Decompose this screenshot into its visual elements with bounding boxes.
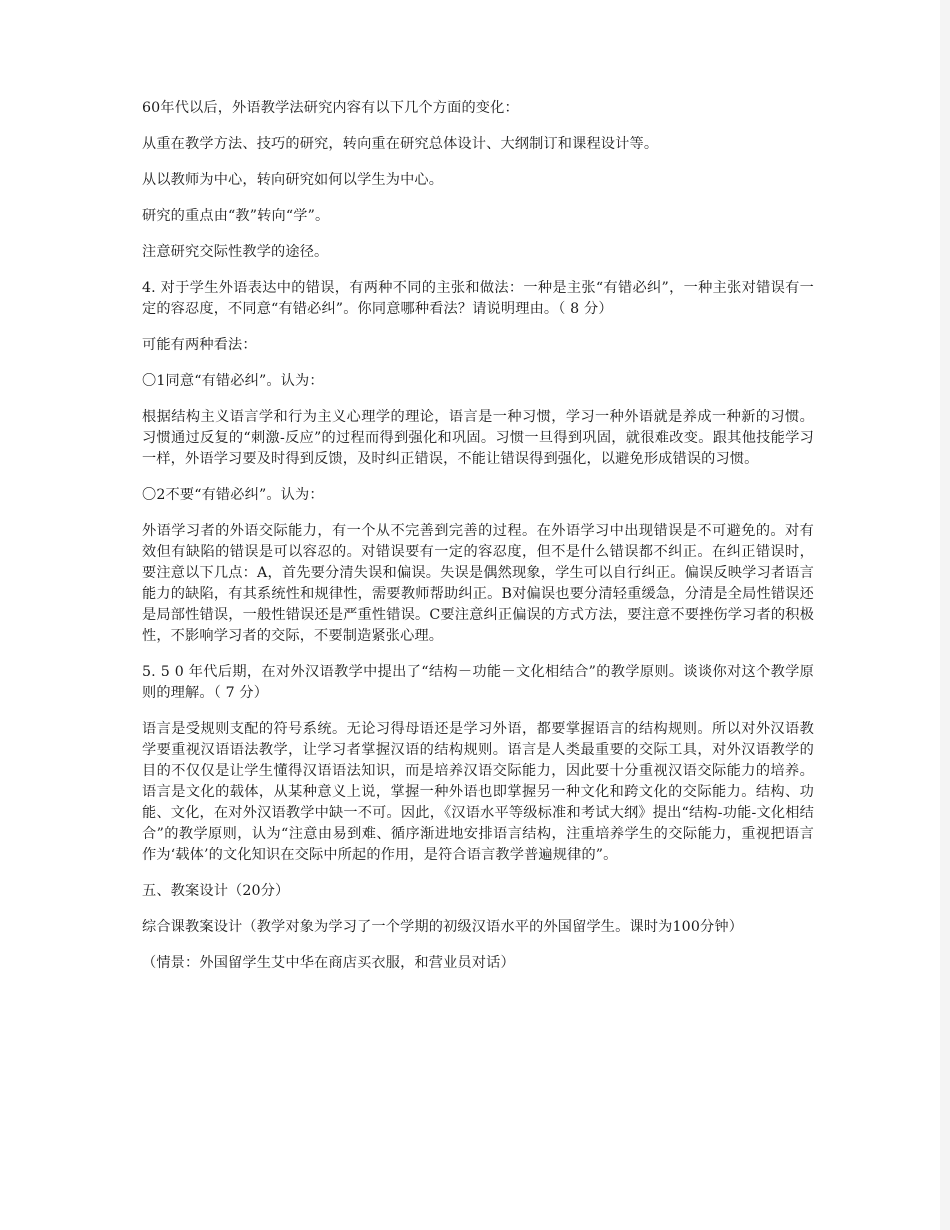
answer-4-intro: 可能有两种看法：: [142, 337, 257, 353]
question-4: 4. 对于学生外语表达中的错误，有两种不同的主张和做法：一种是主张“有错必纠”，一种主张对错误有一定的容忍度，不同意“有错必纠”。你同意哪种看法？请说明理由。（ 8 分）: [142, 280, 814, 317]
section-5-heading: 五、教案设计（20分）: [142, 883, 290, 899]
answer-4-view-2-heading: 〇2不要“有错必纠”。认为：: [142, 487, 324, 503]
document-body: [142, 98, 814, 989]
answer-4-view-1-body: 根据结构主义语言学和行为主义心理学的理论，语言是一种习惯，学习一种外语就是养成一种新的习惯。习惯通过反复的“刺激-反应”的过程而得到强化和巩固。习惯一旦得到巩固，就很难改变。跟其他技能学习一样，外语学习要及时得到反馈，及时纠正错误，不能让错误得到强化，以避免形成错误的习惯。: [142, 409, 814, 467]
answer-5-body: 语言是受规则支配的符号系统。无论习得母语还是学习外语，都要掌握语言的结构规则。所以对外汉语教学要重视汉语语法教学，让学习者掌握汉语的结构规则。语言是人类最重要的交际工具，对外汉语教学的目的不仅仅是让学生懂得汉语语法知识，而是培养汉语交际能力，因此要十分重视汉语交际能力的培养。语言是文化的载体，从某种意义上说，掌握一种外语也即掌握另一种文化和跨文化的交际能力。结构、功能、文化，在对外汉语教学中缺一不可。因此，《汉语水平等级标准和考试大纲》提出“结构-功能-文化相结合”的教学原则，认为“注意由易到难、循序渐进地安排语言结构，注重培养学生的交际能力，重视把语言作为‘载体’的文化知识在交际中所起的作用，是符合语言教学普遍规律的”。: [142, 721, 814, 863]
answer-4-view-1-heading: 〇1同意“有错必纠”。认为：: [142, 373, 324, 389]
paragraph-intro-60s: 60年代以后，外语教学法研究内容有以下几个方面的变化：: [142, 100, 519, 116]
page-edge-shadow: [940, 0, 950, 1230]
paragraph-change-1: 从重在教学方法、技巧的研究，转向重在研究总体设计、大纲制订和课程设计等。: [142, 136, 659, 152]
paragraph-change-3: 研究的重点由“教”转向“学”。: [142, 208, 330, 224]
lesson-plan-scenario: （情景：外国留学生艾中华在商店买衣服，和营业员对话）: [142, 955, 515, 971]
question-5: 5. 5 0 年代后期，在对外汉语教学中提出了“结构－功能－文化相结合”的教学原则。谈谈你对这个教学原则的理解。（ 7 分）: [142, 664, 814, 701]
answer-4-view-2-body: 外语学习者的外语交际能力，有一个从不完善到完善的过程。在外语学习中出现错误是不可避免的。对有效但有缺陷的错误是可以容忍的。对错误要有一定的容忍度，但不是什么错误都不纠正。在纠正错误时，要注意以下几点：A，首先要分清失误和偏误。失误是偶然现象，学生可以自行纠正。偏误反映学习者语言能力的缺陷，有其系统性和规律性，需要教师帮助纠正。B对偏误也要分清轻重缓急，分清是全局性错误还是局部性错误，一般性错误还是严重性错误。C要注意纠正偏误的方式方法，要注意不要挫伤学习者的积极性，不影响学习者的交际，不要制造紧张心理。: [142, 523, 814, 644]
lesson-plan-description: 综合课教案设计（教学对象为学习了一个学期的初级汉语水平的外国留学生。课时为100分钟）: [142, 919, 744, 935]
paragraph-change-2: 从以教师为中心，转向研究如何以学生为中心。: [142, 172, 444, 188]
paragraph-change-4: 注意研究交际性教学的途径。: [142, 244, 329, 260]
